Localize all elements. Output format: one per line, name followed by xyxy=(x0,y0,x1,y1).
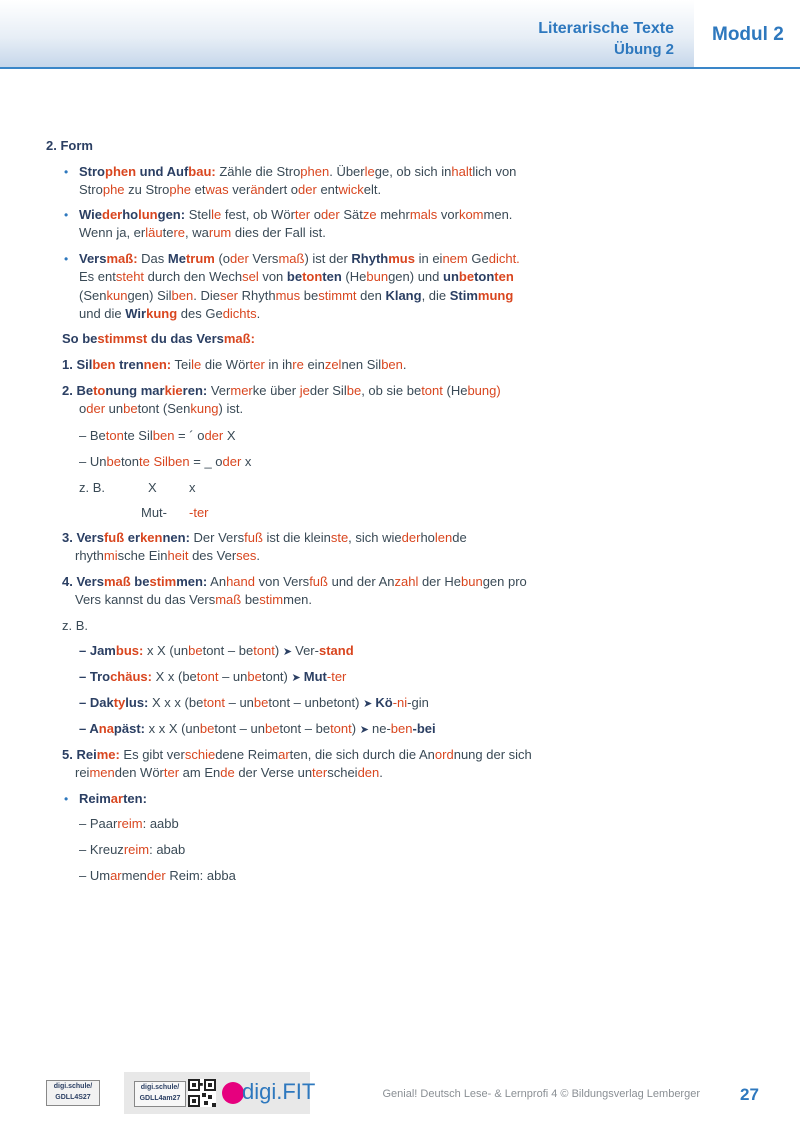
rhyme-paarreim: – Paarreim: aabb xyxy=(79,816,179,831)
foot-anapaest: – Anapäst: x x X (unbetont – unbetont – betont) ➤ ne-ben-bei xyxy=(79,721,436,736)
digi-fit-brand: digi.FIT xyxy=(242,1079,316,1104)
method-title: So bestimmst du das Versmaß: xyxy=(62,331,255,346)
arrow-icon: ➤ xyxy=(282,646,296,658)
page-number: 27 xyxy=(740,1085,759,1104)
example-syllable2: -ter xyxy=(189,505,209,520)
code-value: GDLL4S27 xyxy=(55,1094,91,1101)
bullet2-line1: Wiederholungen: Stelle fest, ob Wörter oder Sätze mehrmals vorkommen. xyxy=(79,207,513,222)
module-label: Modul 2 xyxy=(712,24,784,45)
step2-dash2: – Unbetonte Silben = _ oder x xyxy=(79,454,252,469)
bullet3-line2: Es entsteht durch den Wechsel von betonten (Hebungen) und unbetonten xyxy=(79,269,514,284)
foot-trochaeus: – Trochäus: X x (betont – unbetont) ➤ Mut-ter xyxy=(79,669,347,684)
example-stress-mark: X xyxy=(148,480,157,495)
step3-line2: rhythmische Einheit des Verses. xyxy=(75,548,261,563)
example-syllable1: Mut- xyxy=(141,505,167,520)
bullet2-line2: Wenn ja, erläutere, warum dies der Fall ist. xyxy=(79,225,326,240)
header-title: Literarische Texte xyxy=(538,20,674,37)
rhyme-kreuzreim: – Kreuzreim: abab xyxy=(79,842,186,857)
bullet-dot: • xyxy=(64,165,69,179)
digi-fit-code xyxy=(134,1081,186,1107)
step1-line: 1. Silben trennen: Teile die Wörter in ihre einzelnen Silben. xyxy=(62,357,407,372)
step3-line1: 3. Versfuß erkennen: Der Versfuß ist die kleinste, sich wiederholende xyxy=(62,530,467,545)
example-label: z. B. xyxy=(79,480,106,495)
step5-line2: reimenden Wörter am Ende der Verse unterscheiden. xyxy=(75,765,383,780)
bullet1-line2: Strophe zu Strophe etwas verändert oder entwickelt. xyxy=(79,182,382,197)
rhyme-heading: Reimarten: xyxy=(79,791,147,806)
example-unstress-mark: x xyxy=(189,480,196,495)
code-prefix: digi.schule/ xyxy=(53,1083,93,1090)
foot-daktylus: – Daktylus: X x x (betont – unbetont – unbetont) ➤ Kö-ni-gin xyxy=(79,695,429,710)
bullet1-line1: Strophen und Aufbau: Zähle die Strophen. Überlege, ob sich inhaltlich von xyxy=(79,164,517,179)
step2-dash1: – Betonte Silben = ´ oder X xyxy=(79,428,236,443)
code-prefix: digi.schule/ xyxy=(140,1084,180,1091)
foot-jambus: – Jambus: x X (unbetont – betont) ➤ Ver-stand xyxy=(79,643,354,658)
arrow-icon: ➤ xyxy=(291,672,304,684)
footer-copyright: Genial! Deutsch Lese- & Lernprofi 4 © Bildungsverlag Lemberger xyxy=(382,1088,700,1100)
digi-fit-logo-icon xyxy=(222,1082,244,1104)
bullet3-line1: Versmaß: Das Metrum (oder Versmaß) ist der Rhythmus in einem Gedicht. xyxy=(79,251,520,266)
header-divider xyxy=(0,67,800,69)
bullet3-line4: und die Wirkung des Gedichts. xyxy=(79,306,261,321)
digi-fit-box[interactable] xyxy=(124,1072,316,1114)
rhyme-umarmender-reim: – Umarmender Reim: abba xyxy=(79,868,236,883)
digi-schule-code-link[interactable] xyxy=(46,1080,100,1106)
code-value: GDLL4am27 xyxy=(139,1095,181,1102)
bullet-dot: • xyxy=(64,252,69,266)
step4-line1: 4. Versmaß bestimmen: Anhand von Versfuß und der Anzahl der Hebungen pro xyxy=(62,574,527,589)
bullet-dot: • xyxy=(64,792,69,806)
arrow-icon: ➤ xyxy=(359,724,372,736)
examples-label: z. B. xyxy=(62,618,89,633)
header-subtitle: Übung 2 xyxy=(614,41,674,58)
bullet3-line3: (Senkungen) Silben. Dieser Rhythmus bestimmt den Klang, die Stimmung xyxy=(79,288,514,303)
step2-line1: 2. Betonung markieren: Vermerke über jeder Silbe, ob sie betont (Hebung) xyxy=(62,383,501,398)
arrow-icon: ➤ xyxy=(363,698,376,710)
bullet-dot: • xyxy=(64,208,69,222)
qr-code-icon xyxy=(188,1079,216,1107)
step5-line1: 5. Reime: Es gibt verschiedene Reimarten, die sich durch die Anordnung der sich xyxy=(62,747,532,762)
step4-line2: Vers kannst du das Versmaß bestimmen. xyxy=(75,592,313,607)
step2-line2: oder unbetont (Senkung) ist. xyxy=(79,401,244,416)
section-title: 2. Form xyxy=(46,138,93,153)
